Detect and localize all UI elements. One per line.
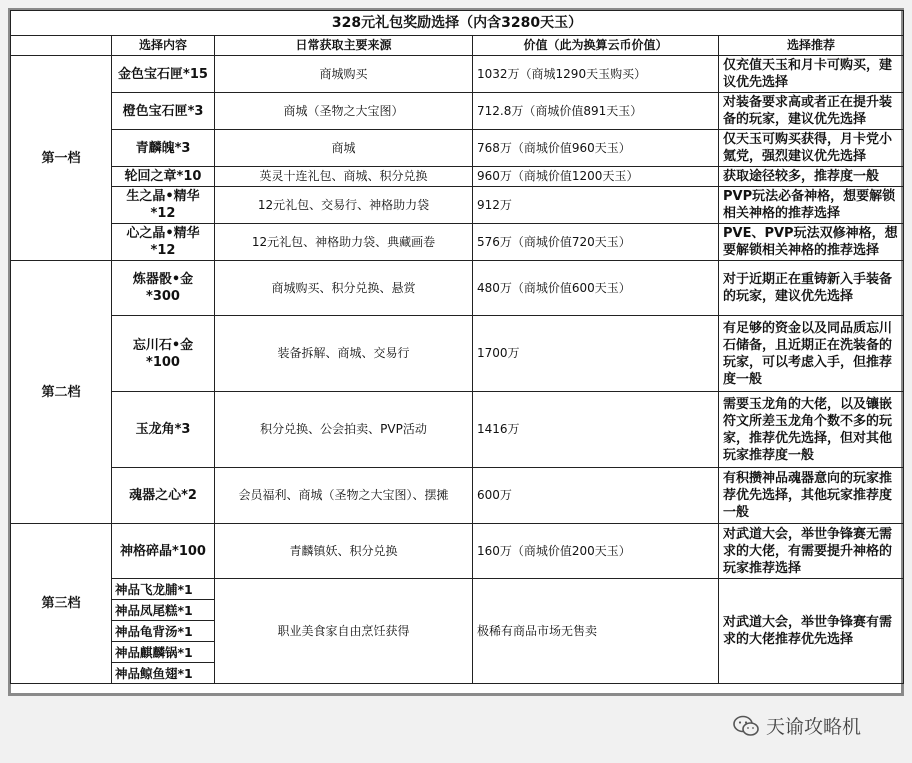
recommendation-cell: 有足够的资金以及同品质忘川石储备，且近期正在洗装备的玩家，可以考虑入手，但推荐度一般	[719, 316, 904, 392]
watermark-text: 天谕攻略机	[766, 716, 862, 738]
value-cell: 480万（商城价值600天玉）	[473, 261, 719, 316]
source-cell: 青麟镇妖、积分兑换	[215, 524, 473, 579]
item-cell: 生之晶•精华*12	[112, 187, 215, 224]
tier-label: 第二档	[11, 261, 112, 524]
table-row	[11, 56, 904, 93]
table-row	[11, 130, 904, 167]
recommendation-cell: 对装备要求高或者正在提升装备的玩家，建议优先选择	[719, 93, 904, 130]
item-cell: 神品鲸鱼翅*1	[112, 663, 215, 684]
table-row	[11, 468, 904, 524]
item-cell: 青麟魄*3	[112, 130, 215, 167]
item-cell: 魂器之心*2	[112, 468, 215, 524]
tier-label: 第三档	[11, 524, 112, 684]
table-row	[11, 524, 904, 579]
watermark	[732, 712, 861, 739]
item-cell: 玉龙角*3	[112, 392, 215, 468]
header-cell-value: 价值（此为换算云币价值）	[473, 36, 719, 56]
table-row	[11, 93, 904, 130]
recommendation-cell: 对武道大会，举世争锋赛有需求的大佬推荐优先选择	[719, 579, 904, 684]
source-cell: 商城	[215, 130, 473, 167]
source-cell: 商城（圣物之大宝图）	[215, 93, 473, 130]
item-cell: 轮回之章*10	[112, 167, 215, 187]
source-cell: 12元礼包、神格助力袋、典藏画卷	[215, 224, 473, 261]
header-cell-source: 日常获取主要来源	[215, 36, 473, 56]
value-cell: 912万	[473, 187, 719, 224]
value-cell: 600万	[473, 468, 719, 524]
source-cell: 积分兑换、公会拍卖、PVP活动	[215, 392, 473, 468]
item-cell: 炼器骰•金*300	[112, 261, 215, 316]
item-cell: 神品麒麟锅*1	[112, 642, 215, 663]
table-row	[11, 167, 904, 187]
item-cell: 神品龟背汤*1	[112, 621, 215, 642]
header-cell-item: 选择内容	[112, 36, 215, 56]
item-cell: 金色宝石匣*15	[112, 56, 215, 93]
wechat-icon	[732, 715, 760, 737]
reward-table	[10, 10, 904, 684]
value-cell: 960万（商城价值1200天玉）	[473, 167, 719, 187]
source-cell: 职业美食家自由烹饪获得	[215, 579, 473, 684]
recommendation-cell: 仅充值天玉和月卡可购买，建议优先选择	[719, 56, 904, 93]
value-cell: 576万（商城价值720天玉）	[473, 224, 719, 261]
table-row	[11, 224, 904, 261]
value-cell: 极稀有商品市场无售卖	[473, 579, 719, 684]
recommendation-cell: 有积攒神品魂器意向的玩家推荐优先选择，其他玩家推荐度一般	[719, 468, 904, 524]
recommendation-cell: PVE、PVP玩法双修神格，想要解锁相关神格的推荐选择	[719, 224, 904, 261]
source-cell: 英灵十连礼包、商城、积分兑换	[215, 167, 473, 187]
source-cell: 会员福利、商城（圣物之大宝图）、摆摊	[215, 468, 473, 524]
table-row	[11, 261, 904, 316]
table-row	[11, 392, 904, 468]
item-cell: 神格碎晶*100	[112, 524, 215, 579]
value-cell: 768万（商城价值960天玉）	[473, 130, 719, 167]
source-cell: 12元礼包、交易行、神格助力袋	[215, 187, 473, 224]
value-cell: 1700万	[473, 316, 719, 392]
value-cell: 1416万	[473, 392, 719, 468]
recommendation-cell: 获取途径较多，推荐度一般	[719, 167, 904, 187]
item-cell: 心之晶•精华*12	[112, 224, 215, 261]
table-title: 328元礼包奖励选择（内含3280天玉）	[11, 11, 904, 36]
item-cell: 橙色宝石匣*3	[112, 93, 215, 130]
header-row	[11, 36, 904, 56]
item-cell: 神品凤尾糕*1	[112, 600, 215, 621]
header-cell-tier	[11, 36, 112, 56]
header-cell-recommendation: 选择推荐	[719, 36, 904, 56]
item-cell: 忘川石•金*100	[112, 316, 215, 392]
source-cell: 商城购买、积分兑换、悬赏	[215, 261, 473, 316]
recommendation-cell: 对武道大会，举世争锋赛无需求的大佬，有需要提升神格的玩家推荐选择	[719, 524, 904, 579]
recommendation-cell: 需要玉龙角的大佬，以及镶嵌符文所差玉龙角个数不多的玩家，推荐优先选择，但对其他玩家推荐度一般	[719, 392, 904, 468]
recommendation-cell: 仅天玉可购买获得，月卡党小氪党，强烈建议优先选择	[719, 130, 904, 167]
table-row	[11, 579, 904, 600]
source-cell: 装备拆解、商城、交易行	[215, 316, 473, 392]
recommendation-cell: 对于近期正在重铸新入手装备的玩家，建议优先选择	[719, 261, 904, 316]
value-cell: 712.8万（商城价值891天玉）	[473, 93, 719, 130]
table-row	[11, 316, 904, 392]
value-cell: 1032万（商城1290天玉购买）	[473, 56, 719, 93]
value-cell: 160万（商城价值200天玉）	[473, 524, 719, 579]
table-row	[11, 187, 904, 224]
item-cell: 神品飞龙脯*1	[112, 579, 215, 600]
recommendation-cell: PVP玩法必备神格，想要解锁相关神格的推荐选择	[719, 187, 904, 224]
tier-label: 第一档	[11, 56, 112, 261]
source-cell: 商城购买	[215, 56, 473, 93]
